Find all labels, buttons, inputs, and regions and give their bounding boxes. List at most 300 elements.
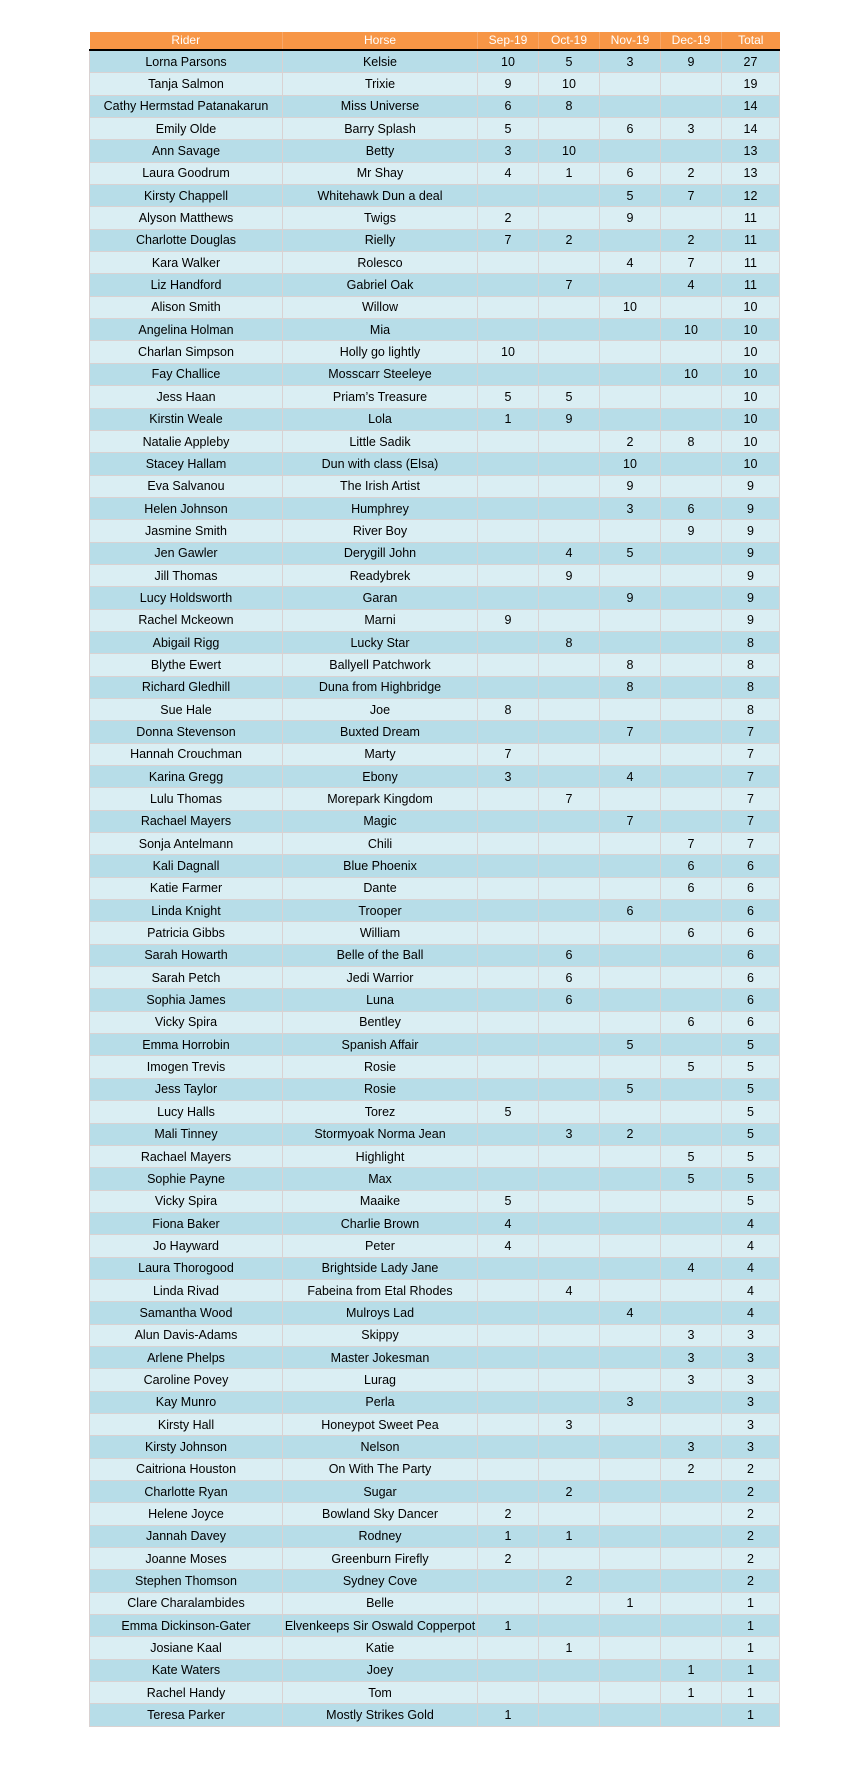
total-cell: 3 — [722, 1413, 780, 1435]
table-row — [90, 50, 780, 73]
total-cell: 10 — [722, 408, 780, 430]
nov-19-cell: 3 — [600, 497, 661, 519]
table-row — [90, 520, 780, 542]
total-cell: 5 — [722, 1056, 780, 1078]
oct-19-cell: 7 — [539, 274, 600, 296]
dec-19-cell: 3 — [661, 1369, 722, 1391]
horse-cell: Mostly Strikes Gold — [283, 1704, 478, 1726]
rider-cell: Hannah Crouchman — [90, 743, 283, 765]
horse-cell: Fabeina from Etal Rhodes — [283, 1279, 478, 1301]
dec-19-cell — [661, 967, 722, 989]
total-cell: 11 — [722, 274, 780, 296]
horse-cell: Sydney Cove — [283, 1570, 478, 1592]
dec-19-cell — [661, 1302, 722, 1324]
table-row — [90, 654, 780, 676]
oct-19-cell — [539, 587, 600, 609]
nov-19-cell: 5 — [600, 1034, 661, 1056]
total-cell: 6 — [722, 967, 780, 989]
horse-cell: Marni — [283, 609, 478, 631]
rider-cell: Lucy Holdsworth — [90, 587, 283, 609]
oct-19-cell — [539, 1011, 600, 1033]
rider-cell: Stephen Thomson — [90, 1570, 283, 1592]
total-cell: 4 — [722, 1235, 780, 1257]
dec-19-cell: 3 — [661, 1436, 722, 1458]
nov-19-cell — [600, 967, 661, 989]
rider-cell: Mali Tinney — [90, 1123, 283, 1145]
horse-cell: Twigs — [283, 207, 478, 229]
dec-19-cell: 2 — [661, 1458, 722, 1480]
total-cell: 5 — [722, 1145, 780, 1167]
nov-19-cell — [600, 743, 661, 765]
rider-cell: Sonja Antelmann — [90, 833, 283, 855]
dec-19-cell — [661, 1592, 722, 1614]
table-row — [90, 922, 780, 944]
dec-19-cell — [661, 1525, 722, 1547]
nov-19-cell: 9 — [600, 207, 661, 229]
oct-19-cell: 10 — [539, 140, 600, 162]
horse-cell: Rodney — [283, 1525, 478, 1547]
total-cell: 9 — [722, 497, 780, 519]
total-cell: 10 — [722, 319, 780, 341]
horse-cell: Mia — [283, 319, 478, 341]
nov-19-cell — [600, 788, 661, 810]
oct-19-cell — [539, 855, 600, 877]
total-cell: 13 — [722, 140, 780, 162]
sep-19-cell: 3 — [478, 766, 539, 788]
total-cell: 6 — [722, 922, 780, 944]
table-row — [90, 1548, 780, 1570]
table-row — [90, 766, 780, 788]
table-row — [90, 833, 780, 855]
nov-19-cell — [600, 1346, 661, 1368]
horse-cell: Belle of the Ball — [283, 944, 478, 966]
total-cell: 3 — [722, 1369, 780, 1391]
sep-19-cell — [478, 1592, 539, 1614]
total-cell: 5 — [722, 1190, 780, 1212]
horse-cell: Ballyell Patchwork — [283, 654, 478, 676]
total-cell: 14 — [722, 95, 780, 117]
total-cell: 1 — [722, 1637, 780, 1659]
table-row — [90, 1190, 780, 1212]
header-oct-19: Oct-19 — [539, 32, 600, 50]
table-row — [90, 855, 780, 877]
sep-19-cell — [478, 1257, 539, 1279]
oct-19-cell — [539, 1436, 600, 1458]
rider-cell: Abigail Rigg — [90, 631, 283, 653]
rider-cell: Vicky Spira — [90, 1190, 283, 1212]
total-cell: 5 — [722, 1123, 780, 1145]
dec-19-cell — [661, 900, 722, 922]
nov-19-cell — [600, 520, 661, 542]
dec-19-cell: 3 — [661, 1346, 722, 1368]
nov-19-cell: 2 — [600, 430, 661, 452]
nov-19-cell — [600, 1168, 661, 1190]
rider-cell: Lorna Parsons — [90, 50, 283, 73]
sep-19-cell — [478, 1346, 539, 1368]
oct-19-cell — [539, 1212, 600, 1234]
table-row — [90, 1257, 780, 1279]
oct-19-cell — [539, 721, 600, 743]
oct-19-cell — [539, 1056, 600, 1078]
oct-19-cell: 6 — [539, 989, 600, 1011]
horse-cell: The Irish Artist — [283, 475, 478, 497]
oct-19-cell — [539, 743, 600, 765]
table-row — [90, 1123, 780, 1145]
dec-19-cell: 2 — [661, 162, 722, 184]
rider-cell: Jill Thomas — [90, 564, 283, 586]
table-row — [90, 900, 780, 922]
dec-19-cell — [661, 296, 722, 318]
table-row — [90, 564, 780, 586]
sep-19-cell — [478, 542, 539, 564]
horse-cell: Brightside Lady Jane — [283, 1257, 478, 1279]
total-cell: 13 — [722, 162, 780, 184]
rider-cell: Kay Munro — [90, 1391, 283, 1413]
total-cell: 1 — [722, 1615, 780, 1637]
total-cell: 8 — [722, 654, 780, 676]
horse-cell: Charlie Brown — [283, 1212, 478, 1234]
horse-cell: Skippy — [283, 1324, 478, 1346]
total-cell: 14 — [722, 118, 780, 140]
sep-19-cell: 1 — [478, 1704, 539, 1726]
oct-19-cell: 8 — [539, 95, 600, 117]
oct-19-cell: 6 — [539, 967, 600, 989]
nov-19-cell — [600, 922, 661, 944]
nov-19-cell — [600, 609, 661, 631]
dec-19-cell — [661, 207, 722, 229]
rider-cell: Charlotte Ryan — [90, 1481, 283, 1503]
horse-cell: Trixie — [283, 73, 478, 95]
nov-19-cell — [600, 564, 661, 586]
oct-19-cell — [539, 296, 600, 318]
rider-cell: Imogen Trevis — [90, 1056, 283, 1078]
dec-19-cell — [661, 587, 722, 609]
horse-cell: Humphrey — [283, 497, 478, 519]
total-cell: 6 — [722, 855, 780, 877]
total-cell: 7 — [722, 721, 780, 743]
total-cell: 2 — [722, 1548, 780, 1570]
dec-19-cell — [661, 1212, 722, 1234]
rider-cell: Linda Rivad — [90, 1279, 283, 1301]
nov-19-cell: 4 — [600, 1302, 661, 1324]
rider-cell: Jasmine Smith — [90, 520, 283, 542]
total-cell: 7 — [722, 833, 780, 855]
sep-19-cell — [478, 1391, 539, 1413]
dec-19-cell — [661, 542, 722, 564]
sep-19-cell — [478, 319, 539, 341]
rider-cell: Stacey Hallam — [90, 453, 283, 475]
sep-19-cell — [478, 1369, 539, 1391]
rider-cell: Jess Taylor — [90, 1078, 283, 1100]
nov-19-cell — [600, 1212, 661, 1234]
rider-cell: Alyson Matthews — [90, 207, 283, 229]
oct-19-cell — [539, 922, 600, 944]
table-row — [90, 229, 780, 251]
sep-19-cell — [478, 1011, 539, 1033]
nov-19-cell — [600, 386, 661, 408]
sep-19-cell — [478, 967, 539, 989]
rider-cell: Emma Horrobin — [90, 1034, 283, 1056]
table-row — [90, 743, 780, 765]
table-row — [90, 1682, 780, 1704]
table-row — [90, 1436, 780, 1458]
oct-19-cell — [539, 319, 600, 341]
rider-cell: Jen Gawler — [90, 542, 283, 564]
horse-cell: Derygill John — [283, 542, 478, 564]
dec-19-cell — [661, 944, 722, 966]
sep-19-cell — [478, 564, 539, 586]
total-cell: 10 — [722, 453, 780, 475]
dec-19-cell — [661, 654, 722, 676]
table-row — [90, 1302, 780, 1324]
rider-cell: Josiane Kaal — [90, 1637, 283, 1659]
oct-19-cell — [539, 1458, 600, 1480]
sep-19-cell — [478, 1458, 539, 1480]
horse-cell: Willow — [283, 296, 478, 318]
horse-cell: Jedi Warrior — [283, 967, 478, 989]
dec-19-cell — [661, 564, 722, 586]
rider-cell: Kali Dagnall — [90, 855, 283, 877]
horse-cell: Spanish Affair — [283, 1034, 478, 1056]
nov-19-cell — [600, 274, 661, 296]
oct-19-cell — [539, 341, 600, 363]
rider-cell: Kirstin Weale — [90, 408, 283, 430]
total-cell: 5 — [722, 1168, 780, 1190]
dec-19-cell — [661, 95, 722, 117]
nov-19-cell: 10 — [600, 453, 661, 475]
oct-19-cell: 10 — [539, 73, 600, 95]
oct-19-cell — [539, 1145, 600, 1167]
horse-cell: Peter — [283, 1235, 478, 1257]
dec-19-cell — [661, 1391, 722, 1413]
sep-19-cell — [478, 497, 539, 519]
dec-19-cell — [661, 1481, 722, 1503]
table-row — [90, 989, 780, 1011]
horse-cell: Honeypot Sweet Pea — [283, 1413, 478, 1435]
nov-19-cell — [600, 1436, 661, 1458]
dec-19-cell — [661, 1637, 722, 1659]
sep-19-cell — [478, 296, 539, 318]
oct-19-cell — [539, 698, 600, 720]
table-row — [90, 1235, 780, 1257]
sep-19-cell — [478, 944, 539, 966]
dec-19-cell — [661, 1548, 722, 1570]
oct-19-cell: 1 — [539, 1525, 600, 1547]
rider-cell: Kate Waters — [90, 1659, 283, 1681]
total-cell: 5 — [722, 1078, 780, 1100]
dec-19-cell — [661, 1413, 722, 1435]
sep-19-cell — [478, 274, 539, 296]
total-cell: 9 — [722, 587, 780, 609]
sep-19-cell — [478, 587, 539, 609]
dec-19-cell — [661, 1235, 722, 1257]
horse-cell: Elvenkeeps Sir Oswald Copperpot — [283, 1615, 478, 1637]
sep-19-cell — [478, 1034, 539, 1056]
sep-19-cell — [478, 1279, 539, 1301]
dec-19-cell — [661, 1101, 722, 1123]
sep-19-cell — [478, 1302, 539, 1324]
dec-19-cell — [661, 676, 722, 698]
dec-19-cell — [661, 408, 722, 430]
horse-cell: Luna — [283, 989, 478, 1011]
rider-cell: Jess Haan — [90, 386, 283, 408]
total-cell: 9 — [722, 542, 780, 564]
rider-cell: Charlan Simpson — [90, 341, 283, 363]
total-cell: 3 — [722, 1391, 780, 1413]
table-row — [90, 162, 780, 184]
oct-19-cell — [539, 1078, 600, 1100]
oct-19-cell — [539, 1682, 600, 1704]
oct-19-cell: 7 — [539, 788, 600, 810]
nov-19-cell — [600, 95, 661, 117]
table-row — [90, 73, 780, 95]
rider-cell: Clare Charalambides — [90, 1592, 283, 1614]
horse-cell: Magic — [283, 810, 478, 832]
nov-19-cell — [600, 1324, 661, 1346]
oct-19-cell — [539, 833, 600, 855]
dec-19-cell: 8 — [661, 430, 722, 452]
dec-19-cell: 6 — [661, 855, 722, 877]
oct-19-cell — [539, 654, 600, 676]
rider-cell: Fiona Baker — [90, 1212, 283, 1234]
standings-table — [89, 32, 780, 1727]
horse-cell: Barry Splash — [283, 118, 478, 140]
horse-cell: Sugar — [283, 1481, 478, 1503]
nov-19-cell: 4 — [600, 766, 661, 788]
oct-19-cell — [539, 520, 600, 542]
horse-cell: Highlight — [283, 1145, 478, 1167]
oct-19-cell — [539, 877, 600, 899]
total-cell: 12 — [722, 185, 780, 207]
table-row — [90, 1369, 780, 1391]
nov-19-cell — [600, 341, 661, 363]
oct-19-cell — [539, 1592, 600, 1614]
table-row — [90, 1592, 780, 1614]
dec-19-cell — [661, 1570, 722, 1592]
table-row — [90, 475, 780, 497]
total-cell: 1 — [722, 1659, 780, 1681]
oct-19-cell — [539, 609, 600, 631]
oct-19-cell — [539, 430, 600, 452]
dec-19-cell — [661, 766, 722, 788]
rider-cell: Vicky Spira — [90, 1011, 283, 1033]
dec-19-cell: 5 — [661, 1056, 722, 1078]
nov-19-cell — [600, 989, 661, 1011]
table-row — [90, 1525, 780, 1547]
total-cell: 10 — [722, 296, 780, 318]
nov-19-cell: 8 — [600, 654, 661, 676]
nov-19-cell — [600, 1704, 661, 1726]
table-row — [90, 1011, 780, 1033]
rider-cell: Tanja Salmon — [90, 73, 283, 95]
nov-19-cell: 3 — [600, 50, 661, 73]
sep-19-cell: 2 — [478, 207, 539, 229]
sep-19-cell — [478, 989, 539, 1011]
dec-19-cell: 3 — [661, 1324, 722, 1346]
total-cell: 6 — [722, 1011, 780, 1033]
oct-19-cell — [539, 1369, 600, 1391]
rider-cell: Emma Dickinson-Gater — [90, 1615, 283, 1637]
horse-cell: Gabriel Oak — [283, 274, 478, 296]
horse-cell: Lola — [283, 408, 478, 430]
horse-cell: Garan — [283, 587, 478, 609]
rider-cell: Rachael Mayers — [90, 810, 283, 832]
table-row — [90, 319, 780, 341]
rider-cell: Kara Walker — [90, 252, 283, 274]
nov-19-cell: 5 — [600, 1078, 661, 1100]
horse-cell: Katie — [283, 1637, 478, 1659]
sep-19-cell: 1 — [478, 408, 539, 430]
nov-19-cell — [600, 1369, 661, 1391]
nov-19-cell: 9 — [600, 475, 661, 497]
table-row — [90, 95, 780, 117]
nov-19-cell: 7 — [600, 721, 661, 743]
table-row — [90, 721, 780, 743]
rider-cell: Angelina Holman — [90, 319, 283, 341]
table-row — [90, 1346, 780, 1368]
sep-19-cell: 7 — [478, 229, 539, 251]
sep-19-cell: 5 — [478, 118, 539, 140]
total-cell: 3 — [722, 1324, 780, 1346]
nov-19-cell — [600, 631, 661, 653]
rider-cell: Lulu Thomas — [90, 788, 283, 810]
dec-19-cell: 1 — [661, 1682, 722, 1704]
nov-19-cell: 3 — [600, 1391, 661, 1413]
table-row — [90, 1503, 780, 1525]
dec-19-cell: 6 — [661, 497, 722, 519]
nov-19-cell — [600, 944, 661, 966]
oct-19-cell: 3 — [539, 1413, 600, 1435]
total-cell: 4 — [722, 1279, 780, 1301]
rider-cell: Helen Johnson — [90, 497, 283, 519]
rider-cell: Sarah Howarth — [90, 944, 283, 966]
horse-cell: Torez — [283, 1101, 478, 1123]
nov-19-cell: 6 — [600, 162, 661, 184]
table-row — [90, 967, 780, 989]
total-cell: 4 — [722, 1257, 780, 1279]
horse-cell: Mr Shay — [283, 162, 478, 184]
rider-cell: Emily Olde — [90, 118, 283, 140]
total-cell: 10 — [722, 363, 780, 385]
nov-19-cell: 2 — [600, 1123, 661, 1145]
nov-19-cell — [600, 1659, 661, 1681]
horse-cell: Perla — [283, 1391, 478, 1413]
nov-19-cell — [600, 140, 661, 162]
dec-19-cell — [661, 386, 722, 408]
nov-19-cell — [600, 1279, 661, 1301]
oct-19-cell: 8 — [539, 631, 600, 653]
dec-19-cell — [661, 73, 722, 95]
horse-cell: Betty — [283, 140, 478, 162]
sep-19-cell — [478, 1145, 539, 1167]
table-row — [90, 1391, 780, 1413]
table-row — [90, 1056, 780, 1078]
rider-cell: Sophia James — [90, 989, 283, 1011]
oct-19-cell: 2 — [539, 229, 600, 251]
table-row — [90, 408, 780, 430]
nov-19-cell — [600, 408, 661, 430]
dec-19-cell: 7 — [661, 833, 722, 855]
rider-cell: Donna Stevenson — [90, 721, 283, 743]
horse-cell: Dante — [283, 877, 478, 899]
sep-19-cell — [478, 788, 539, 810]
dec-19-cell: 9 — [661, 520, 722, 542]
header-dec-19: Dec-19 — [661, 32, 722, 50]
dec-19-cell: 3 — [661, 118, 722, 140]
horse-cell: Mosscarr Steeleye — [283, 363, 478, 385]
sep-19-cell — [478, 1659, 539, 1681]
sep-19-cell — [478, 1168, 539, 1190]
